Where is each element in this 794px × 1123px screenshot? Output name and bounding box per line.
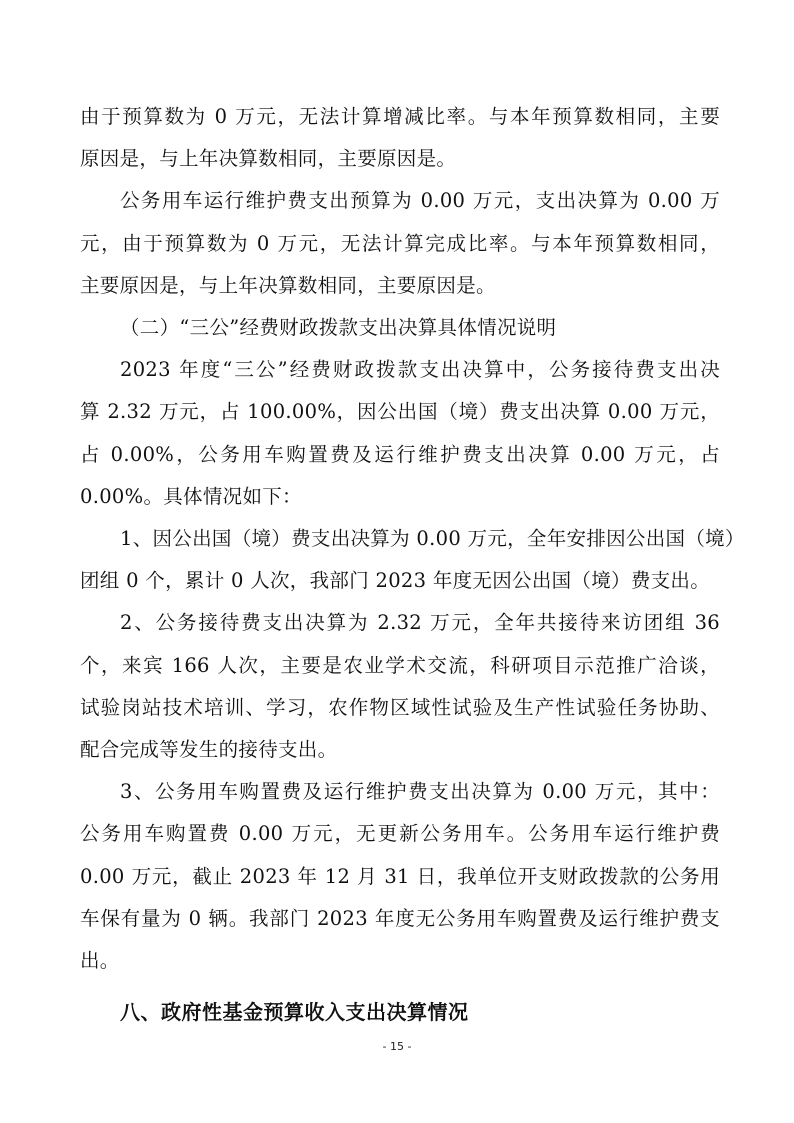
text-line: 团组 0 个，累计 0 人次，我部门 2023 年度无因公出国（境）费支出。 [80, 569, 711, 593]
section-heading: 八、政府性基金预算收入支出决算情况 [120, 1000, 469, 1024]
document-body [80, 96, 745, 982]
text-line: 个，来宾 166 人次，主要是农业学术交流，科研项目示范推广洽谈， [80, 653, 720, 677]
text-line: 配合完成等发生的接待支出。 [80, 738, 338, 762]
text-line: 0.00 万元，截止 2023 年 12 月 31 日，我单位开支财政拨款的公务用 [80, 864, 720, 888]
text-line: （二）“三公”经费财政拨款支出决算具体情况说明 [120, 316, 557, 340]
paragraph-item-3 [80, 771, 720, 982]
page-number: - 15 - [382, 1040, 412, 1053]
paragraph-vehicle-maintenance [80, 180, 720, 307]
subsection-title [80, 307, 720, 349]
text-line: 算 2.32 万元，占 100.00%，因公出国（境）费支出决算 0.00 万元， [80, 400, 720, 424]
text-line: 由于预算数为 0 万元，无法计算增减比率。与本年预算数相同，主要 [80, 105, 720, 128]
paragraph-summary-2023 [80, 349, 720, 518]
text-line: 2、公务接待费支出决算为 2.32 万元，全年共接待来访团组 36 [120, 611, 720, 635]
text-line: 公务用车购置费 0.00 万元，无更新公务用车。公务用车运行维护费 [80, 822, 720, 846]
paragraph-budget-ratio [80, 96, 720, 180]
text-line: 占 0.00%，公务用车购置费及运行维护费支出决算 0.00 万元，占 [80, 442, 720, 466]
text-line: 0.00%。具体情况如下： [80, 484, 302, 508]
text-line: 3、公务用车购置费及运行维护费支出决算为 0.00 万元，其中： [120, 780, 720, 804]
text-line: 1、因公出国（境）费支出决算为 0.00 万元，全年安排因公出国（境） [120, 527, 745, 551]
paragraph-item-2 [80, 602, 720, 771]
text-line: 原因是，与上年决算数相同，主要原因是。 [80, 147, 457, 171]
text-line: 公务用车运行维护费支出预算为 0.00 万元，支出决算为 0.00 万 [120, 189, 720, 213]
text-line: 试验岗站技术培训、学习，农作物区域性试验及生产性试验任务协助、 [80, 695, 720, 719]
text-line: 元，由于预算数为 0 万元，无法计算完成比率。与本年预算数相同， [80, 231, 720, 255]
text-line: 出。 [80, 949, 120, 973]
paragraph-item-1 [80, 518, 745, 602]
text-line: 车保有量为 0 辆。我部门 2023 年度无公务用车购置费及运行维护费支 [80, 906, 720, 930]
text-line: 2023 年度“三公”经费财政拨款支出决算中，公务接待费支出决 [120, 358, 720, 382]
text-line: 主要原因是，与上年决算数相同，主要原因是。 [80, 273, 496, 297]
